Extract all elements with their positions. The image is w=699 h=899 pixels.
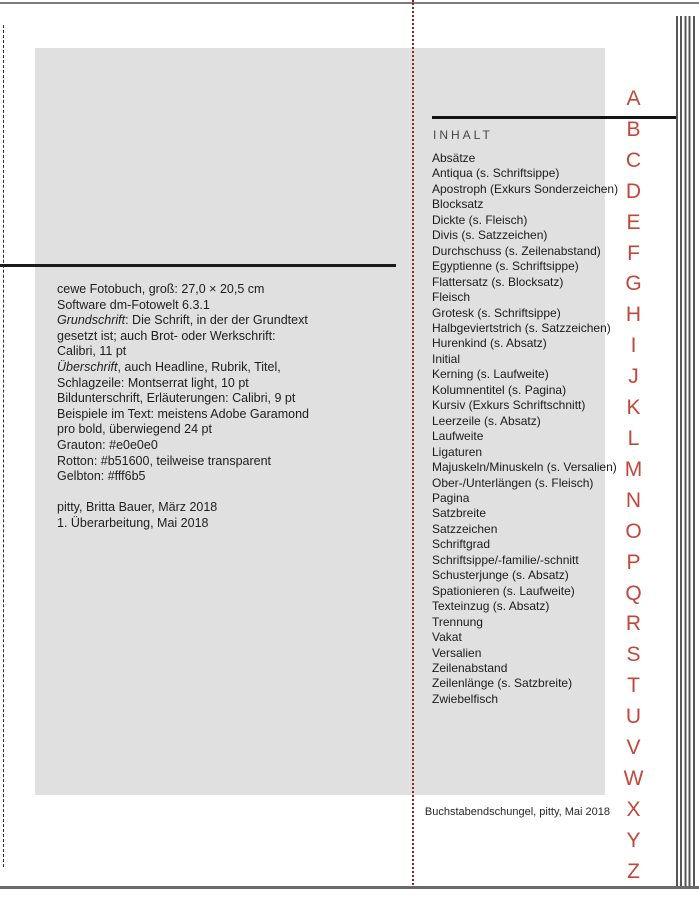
toc-item: Dickte (s. Fleisch)	[432, 212, 528, 227]
colophon-text	[57, 282, 402, 532]
center-fold-dotted-line	[412, 0, 414, 888]
colophon-line: cewe Fotobuch, groß: 27,0 × 20,5 cm	[57, 282, 265, 296]
alphabet-letter: Z	[627, 859, 641, 883]
colophon-line: Software dm-Fotowelt 6.3.1	[57, 297, 210, 312]
toc-item: Versalien	[432, 645, 482, 660]
toc-item: Blocksatz	[432, 197, 484, 212]
alphabet-letter: K	[626, 396, 642, 420]
toc-item: Spationieren (s. Laufweite)	[432, 583, 575, 598]
toc-item: Leerzeile (s. Absatz)	[432, 413, 541, 428]
colophon-line	[57, 485, 402, 501]
toc-item: Egyptienne (s. Schriftsippe)	[432, 259, 579, 274]
colophon-line: Beispiele im Text: meistens Adobe Garamond	[57, 406, 309, 421]
alphabet-letter: G	[625, 272, 643, 296]
toc-item: Halbgeviertstrich (s. Satzzeichen)	[432, 320, 611, 335]
alphabet-letter: E	[626, 210, 642, 234]
toc-item: Satzbreite	[432, 506, 487, 521]
toc-item: Majuskeln/Minuskeln (s. Versalien)	[432, 460, 617, 475]
alphabet-letter: V	[626, 736, 642, 760]
alphabet-letter: R	[625, 612, 643, 636]
toc-item: Laufweite	[432, 429, 484, 444]
page-caption: Buchstabendschungel, pitty, Mai 2018	[424, 806, 610, 818]
alphabet-letter: H	[625, 303, 643, 327]
toc-item: Divis (s. Satzzeichen)	[432, 228, 548, 243]
toc-item: Trennung	[432, 614, 483, 629]
colophon-line: Überschrift, auch Headline, Rubrik, Titel,	[57, 359, 281, 374]
toc-item: Ligaturen	[432, 444, 483, 459]
alphabet-letter: M	[624, 457, 644, 481]
colophon-line: gesetzt ist; auch Brot- oder Werkschrift:	[57, 328, 276, 343]
toc-item: Zeilenabstand	[432, 660, 508, 675]
toc-title: INHALT	[433, 128, 493, 142]
colophon-line: Grauton: #e0e0e0	[57, 437, 158, 452]
page-stack-edge	[676, 16, 697, 888]
alphabet-letter: P	[626, 550, 642, 574]
toc-item: Kolumnentitel (s. Pagina)	[432, 382, 567, 397]
alphabet-rail	[613, 88, 655, 882]
alphabet-letter: U	[625, 705, 643, 729]
toc-item: Grotesk (s. Schriftsippe)	[432, 305, 561, 320]
toc-item: Kursiv (Exkurs Schriftschnitt)	[432, 398, 586, 413]
colophon-line: Rotton: #b51600, teilweise transparent	[57, 453, 272, 468]
toc-item: Fleisch	[432, 290, 471, 305]
alphabet-letter: W	[623, 766, 645, 790]
toc-item: Hurenkind (s. Absatz)	[432, 336, 547, 351]
colophon-line: 1. Überarbeitung, Mai 2018	[57, 515, 209, 530]
toc-item: Apostroph (Exkurs Sonderzeichen)	[432, 181, 619, 196]
alphabet-letter: S	[626, 643, 642, 667]
colophon-line: pitty, Britta Bauer, März 2018	[57, 500, 218, 515]
toc-item: Schriftsippe/-familie/-schnitt	[432, 552, 579, 567]
alphabet-letter: N	[625, 488, 643, 512]
alphabet-letter: J	[628, 365, 640, 389]
alphabet-letter: L	[627, 426, 641, 450]
toc-item: Flattersatz (s. Blocksatz)	[432, 274, 564, 289]
toc-item: Absätze	[432, 151, 476, 165]
toc-item: Antiqua (s. Schriftsippe)	[432, 166, 560, 181]
left-edge-dashed-line	[3, 25, 4, 867]
colophon-line: Grundschrift: Die Schrift, in der der Grundtext	[57, 313, 308, 328]
left-page-rule	[0, 264, 396, 267]
toc-item: Satzzeichen	[432, 521, 498, 536]
toc-item: Kerning (s. Laufweite)	[432, 367, 549, 382]
colophon-line: Schlagzeile: Montserrat light, 10 pt	[57, 375, 249, 390]
alphabet-letter: O	[625, 519, 643, 543]
colophon-line: Calibri, 11 pt	[57, 344, 127, 359]
alphabet-letter: D	[625, 179, 643, 203]
top-edge-line	[0, 2, 699, 4]
alphabet-letter: Y	[626, 828, 642, 852]
colophon-line: Gelbton: #fff6b5	[57, 469, 146, 484]
alphabet-letter: X	[626, 797, 642, 821]
colophon-line: pro bold, überwiegend 24 pt	[57, 422, 212, 437]
alphabet-letter: T	[627, 674, 641, 698]
colophon-line: Bildunterschrift, Erläuterungen: Calibri, 9 pt	[57, 391, 296, 406]
toc-item: Zwiebelfisch	[432, 691, 499, 706]
toc-item: Initial	[432, 351, 461, 366]
toc-item: Schusterjunge (s. Absatz)	[432, 568, 569, 583]
alphabet-letter: C	[625, 148, 643, 172]
toc-item: Schriftgrad	[432, 537, 491, 552]
toc-list	[432, 151, 617, 707]
toc-item: Ober-/Unterlängen (s. Fleisch)	[432, 475, 594, 490]
bottom-edge-line	[0, 886, 699, 889]
toc-item: Zeilenlänge (s. Satzbreite)	[432, 676, 573, 691]
toc-item: Durchschuss (s. Zeilenabstand)	[432, 243, 601, 258]
alphabet-letter: B	[626, 117, 642, 141]
alphabet-letter: A	[626, 87, 642, 110]
alphabet-letter: F	[627, 241, 641, 265]
toc-item: Vakat	[432, 630, 462, 645]
toc-item: Texteinzug (s. Absatz)	[432, 599, 550, 614]
toc-item: Pagina	[432, 490, 470, 505]
alphabet-letter: Q	[625, 581, 643, 605]
alphabet-letter: I	[630, 334, 638, 358]
